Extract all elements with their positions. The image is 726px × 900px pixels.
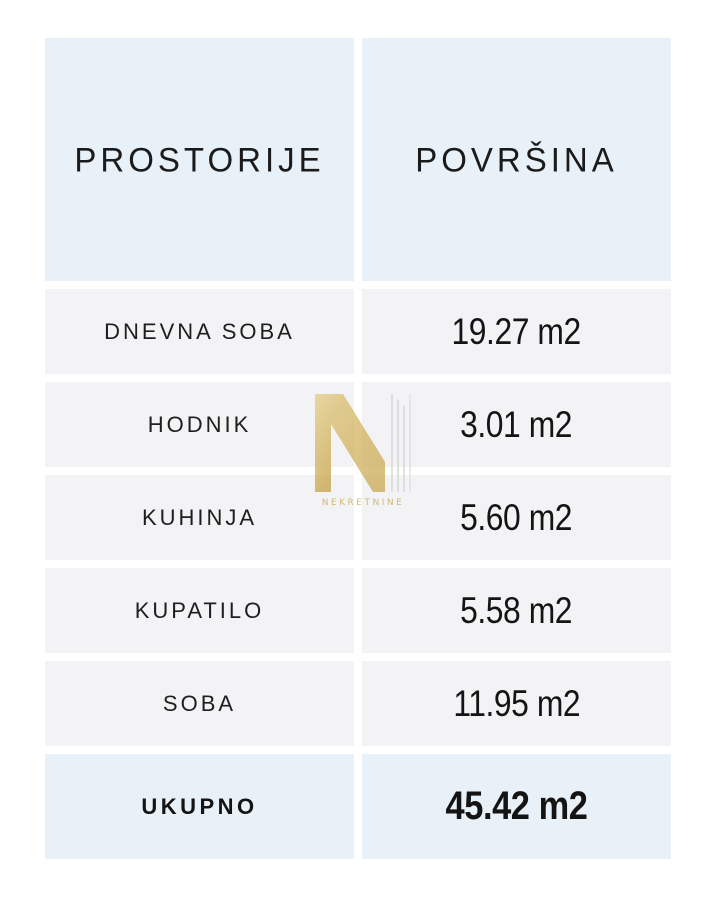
table-row: [45, 661, 672, 746]
room-area: 3.01 m2: [460, 403, 573, 445]
room-area: 5.60 m2: [460, 496, 573, 538]
room-cell: [45, 475, 354, 560]
column-header-rooms: PROSTORIJE: [74, 139, 325, 179]
area-cell: [362, 568, 671, 653]
room-name: HODNIK: [147, 411, 252, 437]
room-cell: [45, 568, 354, 653]
room-name: KUPATILO: [134, 597, 265, 623]
column-header-area: POVRŠINA: [415, 139, 618, 179]
table-header-row: [45, 38, 672, 281]
letter-n-logo-icon: [313, 392, 413, 496]
watermark-logo: [313, 392, 413, 512]
total-area: 45.42 m2: [445, 784, 588, 828]
total-label: UKUPNO: [141, 793, 258, 819]
room-cell: [45, 661, 354, 746]
header-cell-area: [362, 38, 671, 281]
table-row: [45, 289, 672, 374]
table-row: [45, 568, 672, 653]
watermark-brand-text: NEKRETNINE: [321, 498, 405, 508]
room-area: 5.58 m2: [460, 589, 573, 631]
room-name: KUHINJA: [141, 504, 258, 530]
total-area-cell: [362, 754, 671, 859]
room-area: 11.95 m2: [453, 682, 580, 724]
area-cell: [362, 661, 671, 746]
room-cell: [45, 289, 354, 374]
area-cell: [362, 289, 671, 374]
total-label-cell: [45, 754, 354, 859]
room-area: 19.27 m2: [451, 310, 582, 352]
header-cell-rooms: [45, 38, 354, 281]
table-total-row: [45, 754, 672, 859]
room-cell: [45, 382, 354, 467]
room-name: DNEVNA SOBA: [104, 318, 295, 344]
room-name: SOBA: [162, 690, 237, 716]
